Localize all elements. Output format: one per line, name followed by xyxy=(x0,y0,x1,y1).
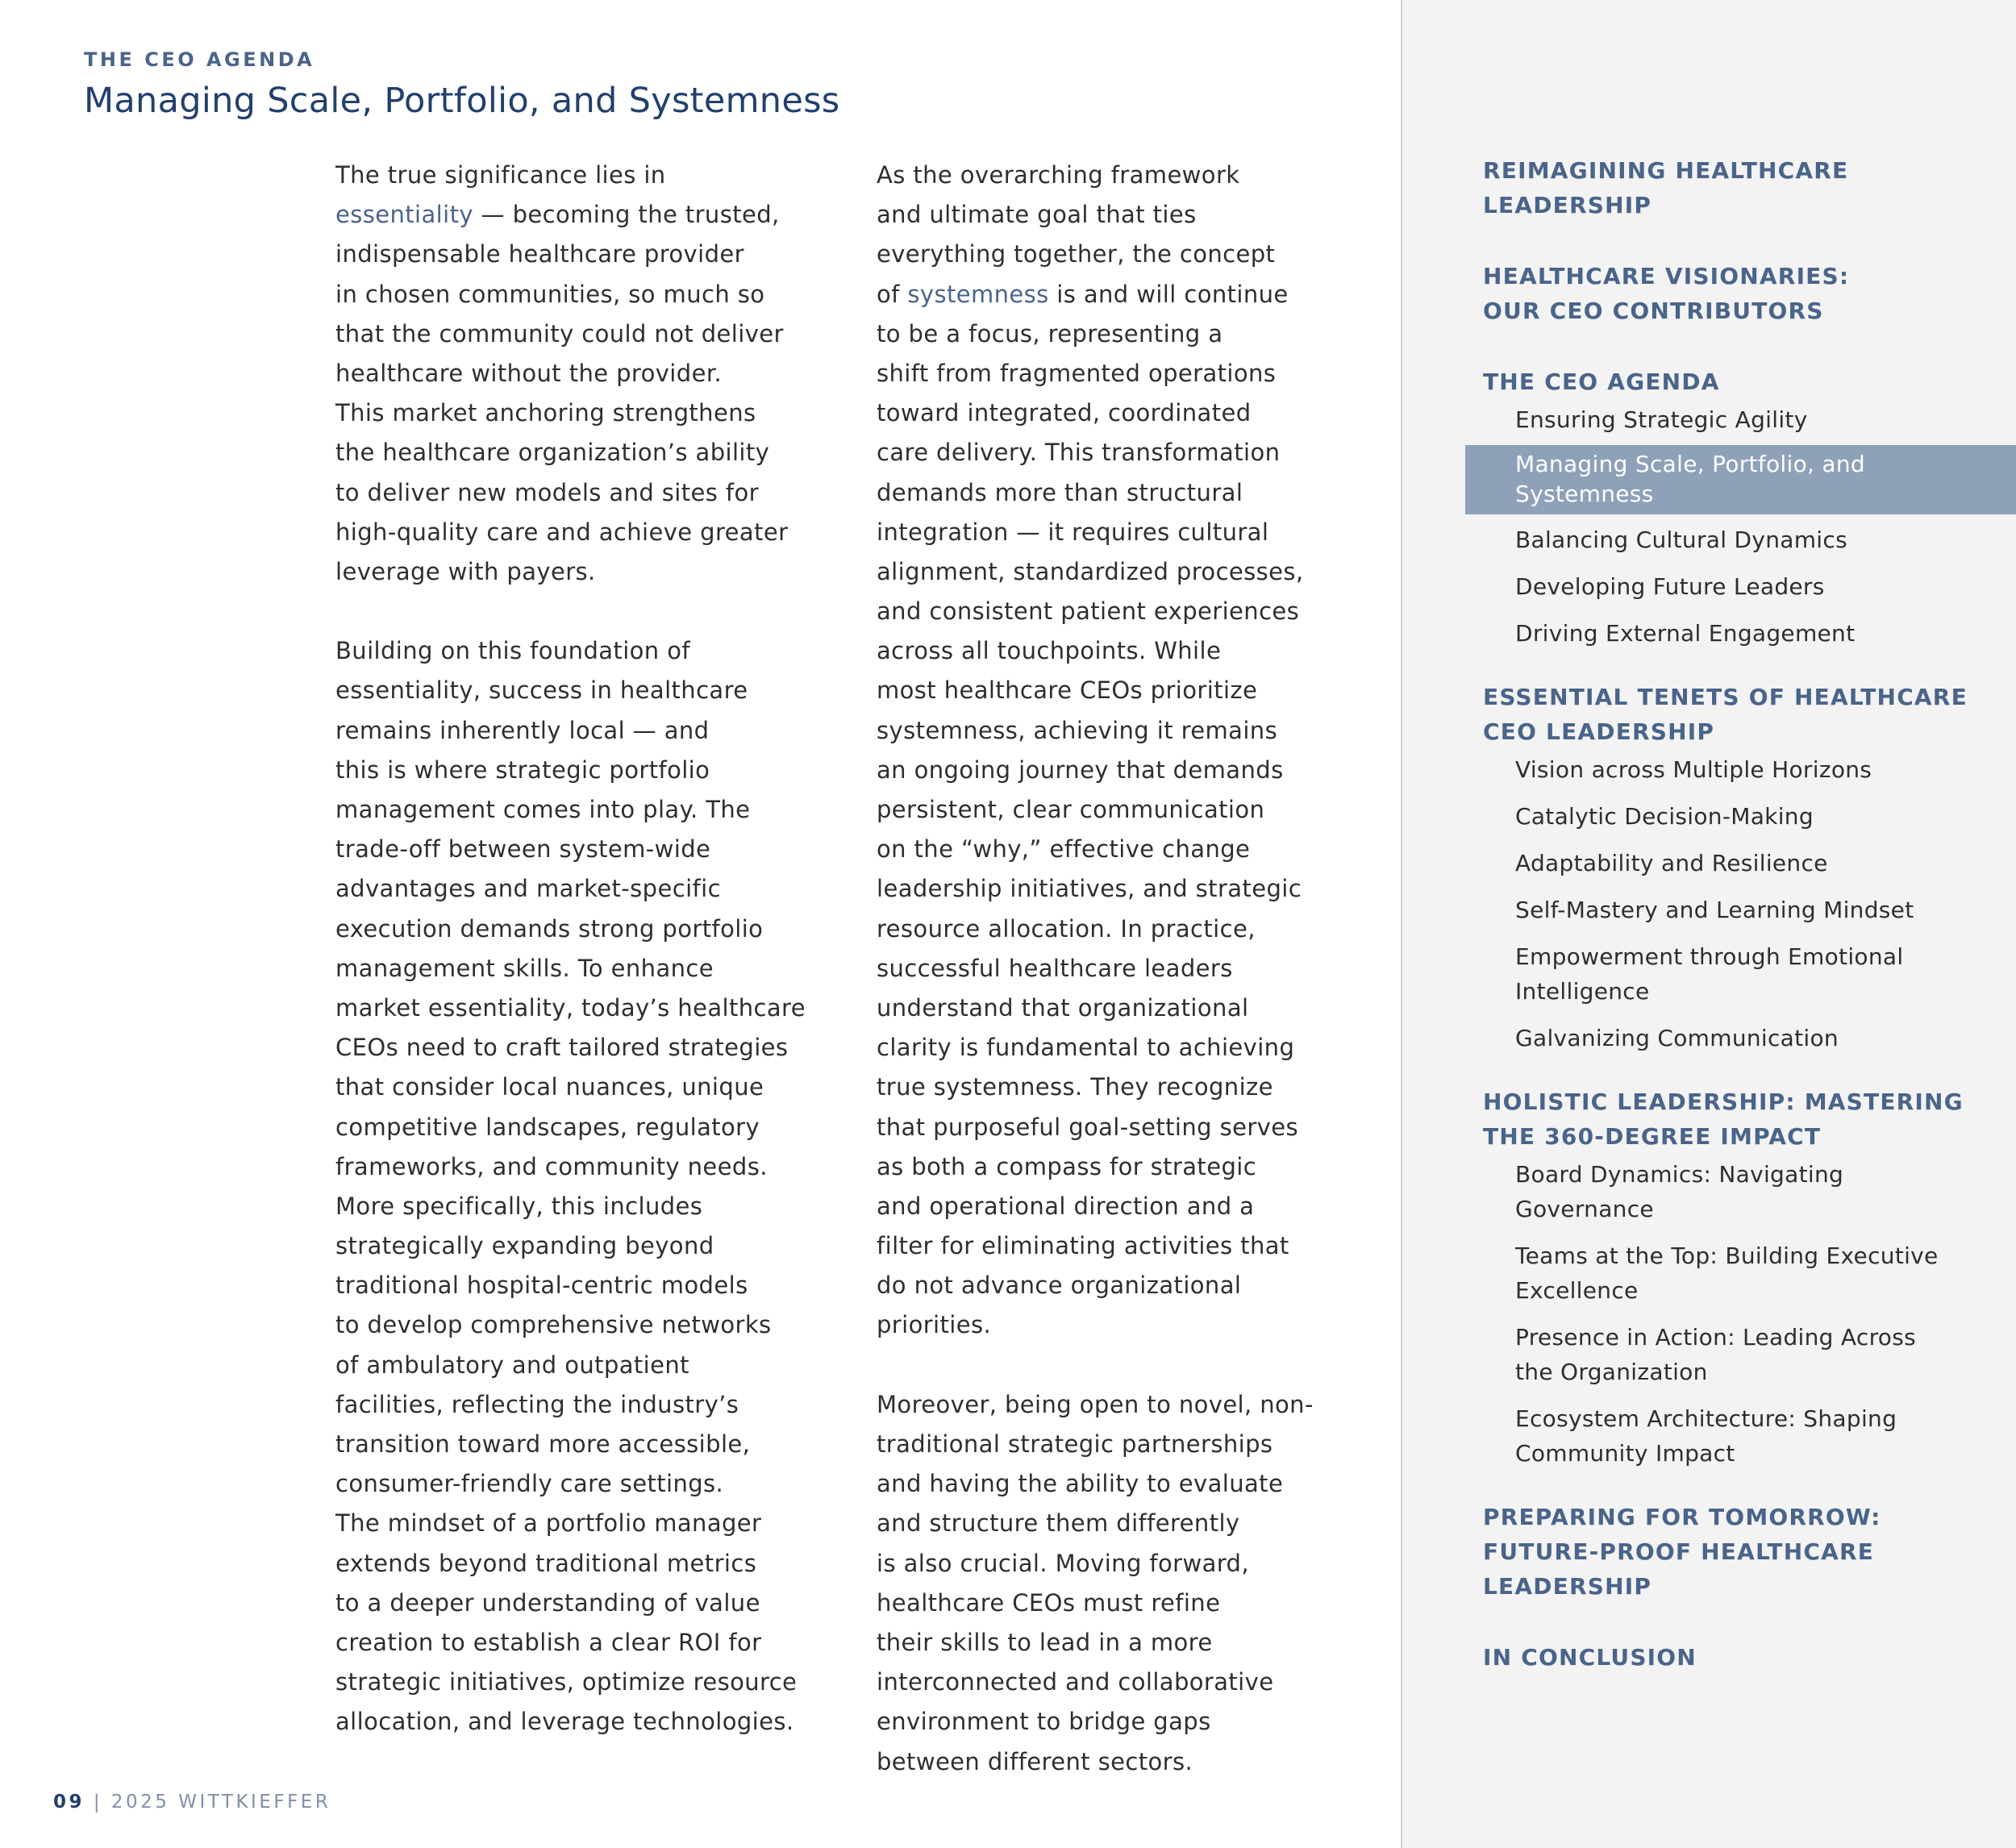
body-text-line xyxy=(335,1266,852,1305)
body-text-line xyxy=(335,1544,852,1584)
body-text-line xyxy=(877,1028,1393,1068)
body-text-line xyxy=(335,1385,852,1425)
toc-item-label: Intelligence xyxy=(1515,978,1650,1005)
text-run: healthcare without the provider. xyxy=(335,359,723,387)
toc-item-current[interactable] xyxy=(1465,445,2016,514)
body-text-line xyxy=(877,711,1393,751)
body-text-line xyxy=(335,1108,852,1147)
toc-list xyxy=(1402,153,2016,1675)
table-of-contents-sidebar xyxy=(1401,0,2016,1848)
text-run: successful healthcare leaders xyxy=(877,954,1233,982)
body-text-line xyxy=(335,1584,852,1623)
toc-item-label: Ensuring Strategic Agility xyxy=(1515,406,1808,433)
body-text-line xyxy=(335,869,852,909)
toc-section-title: THE CEO AGENDA xyxy=(1483,368,1720,395)
text-run: systemness, achieving it remains xyxy=(877,716,1278,744)
publication-name: 2025 WITTKIEFFER xyxy=(110,1792,331,1813)
body-text-line xyxy=(877,1544,1393,1584)
text-run: resource allocation. In practice, xyxy=(877,914,1256,943)
body-text-line xyxy=(877,552,1393,592)
body-text-line xyxy=(877,156,1393,195)
body-text-line xyxy=(335,1147,852,1187)
text-run: that the community could not deliver xyxy=(335,319,784,348)
text-run: facilities, reflecting the industry’s xyxy=(335,1390,739,1418)
body-text-line xyxy=(877,592,1393,631)
toc-item-link[interactable] xyxy=(1402,939,2016,1009)
body-text-line xyxy=(335,1226,852,1266)
text-run: clarity is fundamental to achieving xyxy=(877,1034,1295,1062)
highlighted-term: systemness xyxy=(907,280,1049,308)
toc-item-link[interactable] xyxy=(1402,752,2016,787)
body-text-line xyxy=(877,1266,1393,1305)
body-text-line xyxy=(877,1623,1393,1663)
body-text-line xyxy=(877,195,1393,235)
text-run: — becoming the trusted, xyxy=(473,201,780,229)
toc-section-title: LEADERSHIP xyxy=(1483,192,1652,219)
body-text-line xyxy=(877,949,1393,989)
toc-section-link[interactable] xyxy=(1483,1640,1983,1675)
text-run: environment to bridge gaps xyxy=(877,1708,1211,1736)
body-text-line xyxy=(877,1226,1393,1266)
body-text-line xyxy=(877,631,1393,671)
toc-item-label: Self-Mastery and Learning Mindset xyxy=(1515,897,1914,923)
text-run: shift from fragmented operations xyxy=(877,359,1277,387)
text-run: and structure them differently xyxy=(877,1509,1240,1538)
body-text-line xyxy=(877,314,1393,354)
body-text-line xyxy=(877,1108,1393,1147)
page-footer xyxy=(53,1792,331,1813)
toc-section-title: OUR CEO CONTRIBUTORS xyxy=(1483,298,1824,324)
text-run: transition toward more accessible, xyxy=(335,1430,751,1458)
text-run: leadership initiatives, and strategic xyxy=(877,875,1302,903)
toc-item-label: Systemness xyxy=(1515,481,1654,507)
page-number: 09 xyxy=(53,1792,85,1813)
body-text-line xyxy=(335,790,852,830)
body-text-line xyxy=(877,473,1393,513)
body-text-line xyxy=(335,513,852,552)
body-text-line xyxy=(335,552,852,592)
text-run: essentiality, success in healthcare xyxy=(335,676,748,705)
page-title: Managing Scale, Portfolio, and Systemness xyxy=(84,81,840,121)
toc-section-title: THE 360-DEGREE IMPACT xyxy=(1483,1123,1822,1150)
text-run: priorities. xyxy=(877,1311,992,1339)
text-run: that purposeful goal-setting serves xyxy=(877,1113,1298,1141)
body-text-line xyxy=(877,1147,1393,1187)
toc-item-label: the Organization xyxy=(1515,1359,1708,1385)
body-text-line xyxy=(335,1305,852,1345)
highlighted-term: essentiality xyxy=(335,201,473,229)
text-run: Building on this foundation of xyxy=(335,637,690,665)
text-run: leverage with payers. xyxy=(335,557,596,585)
toc-item-label: Empowerment through Emotional xyxy=(1515,943,1904,970)
body-text-line xyxy=(335,354,852,393)
text-run: persistent, clear communication xyxy=(877,796,1265,823)
text-run: strategic initiatives, optimize resource xyxy=(335,1668,798,1696)
body-text-line xyxy=(877,1068,1393,1107)
body-text-line xyxy=(877,869,1393,909)
text-run: remains inherently local — and xyxy=(335,716,710,744)
text-run: between different sectors. xyxy=(877,1747,1193,1775)
body-text-line xyxy=(335,1464,852,1504)
body-text-line xyxy=(877,671,1393,710)
text-run: integration — it requires cultural xyxy=(877,518,1269,546)
text-run: trade-off between system-wide xyxy=(335,835,711,864)
text-run: of xyxy=(877,280,908,308)
toc-item-label: Developing Future Leaders xyxy=(1515,573,1825,600)
toc-item-label: Galvanizing Communication xyxy=(1515,1025,1839,1051)
toc-item-label: Balancing Cultural Dynamics xyxy=(1515,527,1847,553)
body-text-line xyxy=(335,1623,852,1663)
text-run: understand that organizational xyxy=(877,993,1249,1022)
body-text-line xyxy=(335,671,852,710)
toc-section-title: FUTURE-PROOF HEALTHCARE xyxy=(1483,1538,1875,1565)
body-text-line xyxy=(877,1187,1393,1226)
text-run: management comes into play. The xyxy=(335,796,751,823)
body-text-line xyxy=(877,1702,1393,1742)
body-text-line xyxy=(877,909,1393,949)
text-run: consumer-friendly care settings. xyxy=(335,1470,724,1498)
toc-item-link[interactable] xyxy=(1402,616,2016,651)
body-text-line xyxy=(877,989,1393,1028)
text-run: CEOs need to craft tailored strategies xyxy=(335,1034,789,1062)
toc-item-link[interactable] xyxy=(1402,569,2016,604)
toc-section-title: HOLISTIC LEADERSHIP: MASTERING xyxy=(1483,1088,1964,1115)
body-text-line xyxy=(335,195,852,235)
body-text-line xyxy=(335,235,852,274)
body-text-line xyxy=(335,314,852,354)
text-run: across all touchpoints. While xyxy=(877,637,1222,665)
toc-item-label: Community Impact xyxy=(1515,1440,1735,1467)
toc-item-label: Catalytic Decision-Making xyxy=(1515,803,1814,830)
text-run: This market anchoring strengthens xyxy=(335,399,756,427)
body-text-line xyxy=(335,275,852,314)
text-run: to a deeper understanding of value xyxy=(335,1588,760,1617)
text-run: The true significance lies in xyxy=(335,161,666,189)
body-text-line xyxy=(335,393,852,433)
body-text-line xyxy=(335,156,852,195)
body-text-line xyxy=(877,433,1393,472)
body-text-line xyxy=(877,1464,1393,1504)
body-text-line xyxy=(335,711,852,751)
body-text-line xyxy=(877,275,1393,314)
body-text-line xyxy=(335,949,852,989)
body-text-line xyxy=(335,830,852,869)
text-run: and ultimate goal that ties xyxy=(877,201,1197,229)
toc-item-label: Driving External Engagement xyxy=(1515,620,1856,647)
toc-item-label: Vision across Multiple Horizons xyxy=(1515,756,1872,783)
text-run: traditional strategic partnerships xyxy=(877,1430,1273,1458)
text-run: true systemness. They recognize xyxy=(877,1073,1273,1101)
toc-section-title: PREPARING FOR TOMORROW: xyxy=(1483,1504,1881,1530)
toc-item-label: Managing Scale, Portfolio, and xyxy=(1515,451,1865,477)
toc-item-link[interactable] xyxy=(1402,1021,2016,1055)
body-text-line xyxy=(877,1385,1393,1425)
toc-item-link[interactable] xyxy=(1402,402,2016,437)
toc-item-link[interactable] xyxy=(1402,893,2016,927)
body-text-line xyxy=(877,1663,1393,1702)
text-run: indispensable healthcare provider xyxy=(335,240,744,268)
toc-section-link[interactable] xyxy=(1483,680,1983,749)
toc-item-label: Excellence xyxy=(1515,1277,1639,1304)
text-run: As the overarching framework xyxy=(877,161,1240,189)
toc-item-link[interactable] xyxy=(1402,1401,2016,1471)
text-run: The mindset of a portfolio manager xyxy=(335,1509,762,1538)
text-run: to develop comprehensive networks xyxy=(335,1311,772,1339)
text-run: allocation, and leverage technologies. xyxy=(335,1708,794,1736)
body-text-line xyxy=(335,1702,852,1742)
text-run: and having the ability to evaluate xyxy=(877,1470,1284,1498)
text-run: advantages and market-specific xyxy=(335,875,721,903)
body-text-line xyxy=(335,909,852,949)
text-run: do not advance organizational xyxy=(877,1272,1242,1300)
text-run: as both a compass for strategic xyxy=(877,1152,1257,1180)
text-column-right xyxy=(877,156,1393,1782)
text-run: extends beyond traditional metrics xyxy=(335,1549,757,1577)
text-run: everything together, the concept xyxy=(877,240,1276,268)
text-run: of ambulatory and outpatient xyxy=(335,1351,689,1379)
toc-item-label: Board Dynamics: Navigating xyxy=(1515,1161,1844,1188)
toc-item-label: Adaptability and Resilience xyxy=(1515,850,1828,876)
toc-section-title: ESSENTIAL TENETS OF HEALTHCARE xyxy=(1483,684,1968,710)
toc-item-label: Teams at the Top: Building Executive xyxy=(1515,1242,1939,1269)
toc-section-title: IN CONCLUSION xyxy=(1483,1644,1697,1671)
footer-separator: | xyxy=(93,1792,103,1813)
text-column-left xyxy=(335,156,852,1742)
text-run: to deliver new models and sites for xyxy=(335,478,759,506)
text-run: interconnected and collaborative xyxy=(877,1668,1274,1696)
toc-item-link[interactable] xyxy=(1402,1157,2016,1226)
text-run: is also crucial. Moving forward, xyxy=(877,1549,1249,1577)
body-text-line xyxy=(335,1028,852,1068)
body-text-line xyxy=(335,1425,852,1464)
toc-section-link[interactable] xyxy=(1483,259,1983,328)
body-text-line xyxy=(877,790,1393,830)
text-run: in chosen communities, so much so xyxy=(335,280,765,308)
body-text-line xyxy=(877,354,1393,393)
toc-item-link[interactable] xyxy=(1402,846,2016,880)
toc-section-title: REIMAGINING HEALTHCARE xyxy=(1483,157,1849,184)
toc-section-link[interactable] xyxy=(1483,1500,1983,1604)
body-text-line xyxy=(877,235,1393,274)
text-run: care delivery. This transformation xyxy=(877,439,1281,467)
text-run: on the “why,” effective change xyxy=(877,835,1251,864)
body-text-line xyxy=(335,1346,852,1385)
text-run: management skills. To enhance xyxy=(335,954,714,982)
toc-item-link[interactable] xyxy=(1402,1238,2016,1308)
text-run: competitive landscapes, regulatory xyxy=(335,1113,760,1141)
text-run: alignment, standardized processes, xyxy=(877,557,1304,585)
body-text-line xyxy=(335,473,852,513)
toc-item-label: Governance xyxy=(1515,1196,1654,1222)
body-text-line xyxy=(335,631,852,671)
text-run: to be a focus, representing a xyxy=(877,319,1223,348)
text-run: demands more than structural xyxy=(877,478,1243,506)
toc-item-label: Presence in Action: Leading Across xyxy=(1515,1324,1916,1351)
section-label: THE CEO AGENDA xyxy=(84,48,315,71)
body-text-line xyxy=(877,1305,1393,1345)
toc-item-link[interactable] xyxy=(1402,522,2016,557)
body-text-line xyxy=(877,513,1393,552)
body-text-line xyxy=(335,1663,852,1702)
text-run: is and will continue xyxy=(1048,280,1289,308)
text-run: an ongoing journey that demands xyxy=(877,755,1284,784)
text-run: healthcare CEOs must refine xyxy=(877,1588,1221,1617)
body-text-line xyxy=(877,830,1393,869)
text-run: traditional hospital-centric models xyxy=(335,1272,748,1300)
text-run: and consistent patient experiences xyxy=(877,597,1300,626)
body-text-line xyxy=(877,1504,1393,1543)
body-text-line xyxy=(335,1187,852,1226)
toc-section-title: HEALTHCARE VISIONARIES: xyxy=(1483,263,1850,289)
body-text-line xyxy=(877,393,1393,433)
text-run: creation to establish a clear ROI for xyxy=(335,1628,762,1656)
toc-section-link[interactable] xyxy=(1483,153,1983,223)
paragraph-break xyxy=(877,1346,1393,1385)
body-text-line xyxy=(335,433,852,472)
text-run: high-quality care and achieve greater xyxy=(335,518,789,546)
toc-section-title: LEADERSHIP xyxy=(1483,1573,1652,1600)
toc-section-link[interactable] xyxy=(1483,1084,1983,1154)
text-run: most healthcare CEOs prioritize xyxy=(877,676,1258,705)
text-run: market essentiality, today’s healthcare xyxy=(335,993,806,1022)
text-run: this is where strategic portfolio xyxy=(335,755,710,784)
body-text-line xyxy=(877,751,1393,790)
toc-item-label: Ecosystem Architecture: Shaping xyxy=(1515,1405,1897,1432)
paragraph-break xyxy=(335,592,852,631)
body-text-line xyxy=(335,1504,852,1543)
text-run: execution demands strong portfolio xyxy=(335,914,764,943)
text-run: that consider local nuances, unique xyxy=(335,1073,764,1101)
text-run: toward integrated, coordinated xyxy=(877,399,1252,427)
toc-section-link[interactable] xyxy=(1483,364,1983,399)
toc-item-link[interactable] xyxy=(1402,1320,2016,1389)
text-run: More specifically, this includes xyxy=(335,1192,703,1220)
text-run: strategically expanding beyond xyxy=(335,1232,714,1260)
toc-section-title: CEO LEADERSHIP xyxy=(1483,718,1715,745)
body-text-line xyxy=(335,1068,852,1107)
text-run: frameworks, and community needs. xyxy=(335,1152,768,1180)
body-text-line xyxy=(335,989,852,1028)
body-text-line xyxy=(877,1584,1393,1623)
body-text-line xyxy=(335,751,852,790)
toc-item-link[interactable] xyxy=(1402,799,2016,834)
text-run: and operational direction and a xyxy=(877,1192,1255,1220)
text-run: their skills to lead in a more xyxy=(877,1628,1213,1656)
text-run: filter for eliminating activities that xyxy=(877,1232,1289,1260)
text-run: the healthcare organization’s ability xyxy=(335,439,770,467)
text-run: Moreover, being open to novel, non- xyxy=(877,1390,1314,1418)
body-text-line xyxy=(877,1425,1393,1464)
body-text-line xyxy=(877,1742,1393,1782)
